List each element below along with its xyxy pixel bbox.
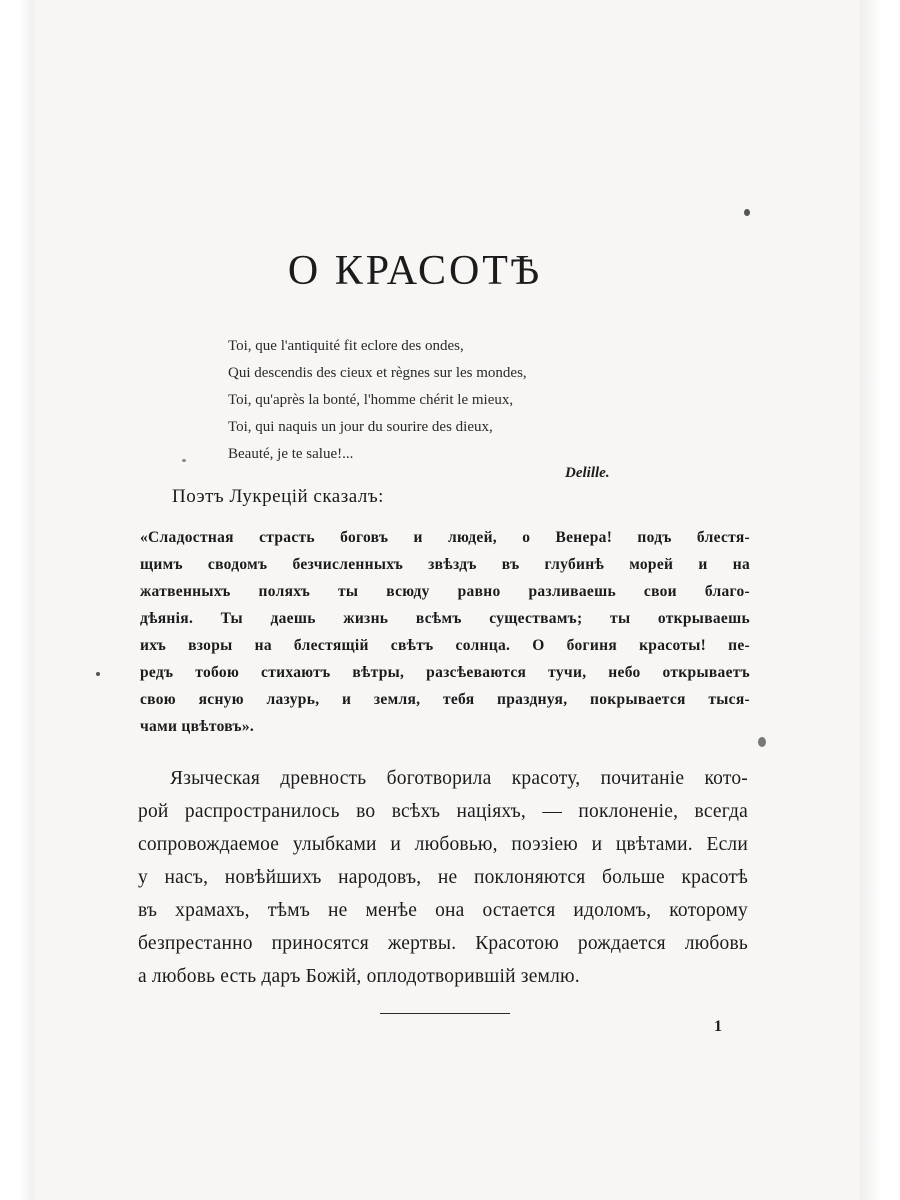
epigraph-line: Toi, que l'antiquité fit eclore des ondes, (228, 338, 464, 354)
epigraph-line: Toi, qu'après la bonté, l'homme chérit le mieux, (228, 392, 514, 408)
page-number: 1 (714, 1018, 722, 1035)
paragraph-line: рой распространилось во всѣхъ націяхъ, — поклоненіе, всегда (138, 801, 748, 822)
paragraph-line: безпрестанно приносятся жертвы. Красотою рождается любовь (138, 933, 748, 954)
quote-line: дѣянія. Ты даешь жизнь всѣмъ существамъ; ты открываешь (140, 610, 750, 627)
ink-speck (758, 737, 766, 747)
epigraph-line: Toi, qui naquis un jour du sourire des dieux, (228, 419, 493, 435)
quote-line: «Сладостная страсть боговъ и людей, о Венера! подъ блестя- (140, 529, 750, 546)
quote-line: ихъ взоры на блестящій свѣтъ солнца. О богиня красоты! пе- (140, 637, 750, 654)
section-divider (380, 1013, 510, 1014)
epigraph (228, 333, 708, 468)
page-edge-left (0, 0, 34, 1200)
epigraph-author: Delille. (565, 465, 610, 481)
chapter-title: О КРАСОТѢ (287, 248, 543, 294)
paragraph-line: Языческая древность боготворила красоту, почитаніе кото- (170, 768, 748, 789)
quote-line: жатвенныхъ поляхъ ты всюду равно разливаешь свои благо- (140, 583, 750, 600)
ink-speck (744, 209, 750, 216)
quote-line: редъ тобою стихаютъ вѣтры, разсѣеваются тучи, небо открываетъ (140, 664, 750, 681)
quote-line: свою ясную лазурь, и земля, тебя празднуя, покрывается тыся- (140, 691, 750, 708)
ink-speck (96, 672, 100, 676)
quote-line: щимъ сводомъ безчисленныхъ звѣздъ въ глубинѣ морей и на (140, 556, 750, 573)
quote-line: чами цвѣтовъ». (140, 718, 255, 735)
paragraph-line: въ храмахъ, тѣмъ не менѣе она остается идоломъ, которому (138, 900, 748, 921)
epigraph-line: Beauté, je te salue!... (228, 446, 354, 462)
main-paragraph (138, 762, 748, 993)
ink-speck (182, 459, 186, 462)
intro-line: Поэтъ Лукрецій сказалъ: (172, 486, 384, 507)
paragraph-line: сопровождаемое улыбками и любовью, поэзіею и цвѣтами. Если (138, 834, 748, 855)
epigraph-line: Qui descendis des cieux et règnes sur les mondes, (228, 365, 527, 381)
paragraph-line: у насъ, новѣйшихъ народовъ, не поклоняются больше красотѣ (138, 867, 748, 888)
paragraph-line: а любовь есть даръ Божій, оплодотворившій землю. (138, 966, 580, 987)
lucretius-quote (140, 524, 750, 740)
page-edge-right (860, 0, 900, 1200)
